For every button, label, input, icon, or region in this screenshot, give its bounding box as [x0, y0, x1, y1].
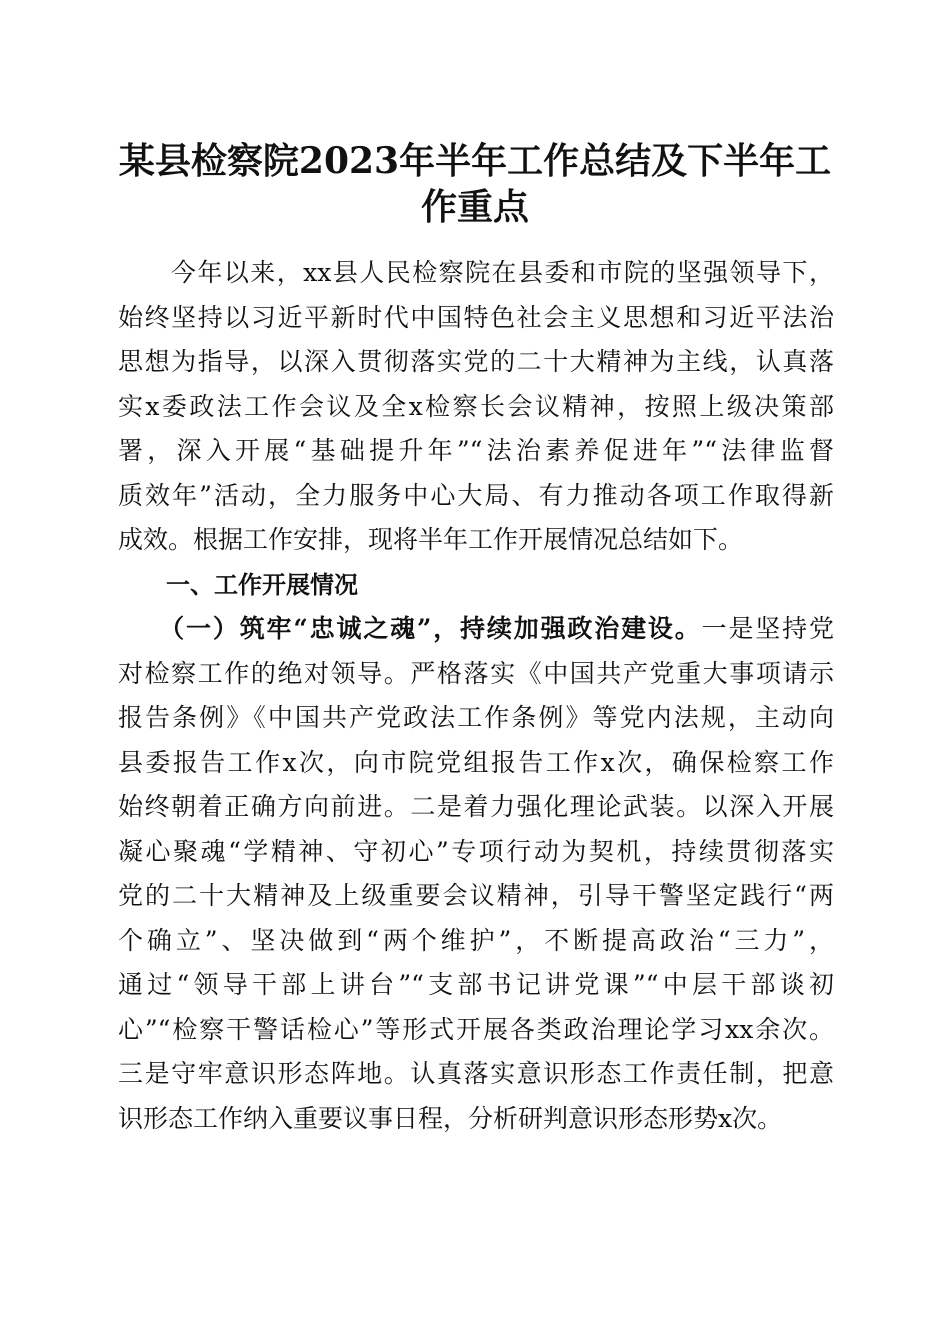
body-line: 报告条例》《中国共产党政法工作条例》等党内法规，主动向: [118, 703, 834, 732]
document-title: [110, 138, 840, 230]
intro-line: 质效年”活动，全力服务中心大局、有力推动各项工作取得新: [118, 480, 834, 510]
body-line: 三是守牢意识形态阵地。认真落实意识形态工作责任制，把意: [118, 1059, 834, 1088]
intro-line: 今年以来，xx县人民检察院在县委和市院的坚强领导下，: [118, 258, 834, 287]
body-line: 通过“领导干部上讲台”“支部书记讲党课”“中层干部谈初: [118, 970, 834, 999]
intro-line: 实x委政法工作会议及全x检察长会议精神，按照上级决策部: [118, 391, 834, 421]
subsection-first-line: [118, 607, 834, 652]
body-line: 始终朝着正确方向前进。二是着力强化理论武装。以深入开展: [118, 792, 834, 821]
subsection-first-tail: 一是坚持党: [701, 614, 834, 643]
body-line: 凝心聚魂“学精神、守初心”专项行动为契机，持续贯彻落实: [118, 836, 834, 866]
body-line: 个确立”、坚决做到“两个维护”，不断提高政治“三力”，: [118, 925, 834, 955]
intro-line: 成效。根据工作安排，现将半年工作开展情况总结如下。: [118, 525, 744, 554]
section-heading: 一、工作开展情况: [118, 570, 358, 599]
body-line: 县委报告工作x次，向市院党组报告工作x次，确保检察工作: [118, 747, 834, 777]
document-body: [118, 251, 834, 1141]
intro-line: 思想为指导，以深入贯彻落实党的二十大精神为主线，认真落: [118, 347, 834, 376]
intro-line: 始终坚持以习近平新时代中国特色社会主义思想和习近平法治: [118, 302, 834, 332]
title-line-2: 作重点: [420, 186, 529, 228]
intro-line: 署，深入开展“基础提升年”“法治素养促进年”“法律监督: [118, 436, 834, 465]
body-line: 心”“检察干警话检心”等形式开展各类政治理论学习xx余次。: [118, 1014, 834, 1044]
subsection-heading: （一）筑牢“忠诚之魂”，持续加强政治建设。: [118, 614, 702, 643]
body-line: 对检察工作的绝对领导。严格落实《中国共产党重大事项请示: [118, 658, 834, 688]
title-line-1: 某县检察院2023年半年工作总结及下半年工: [118, 140, 832, 182]
body-line: 识形态工作纳入重要议事日程，分析研判意识形态形势x次。: [118, 1103, 783, 1133]
body-line: 党的二十大精神及上级重要会议精神，引导干警坚定践行“两: [118, 881, 834, 910]
